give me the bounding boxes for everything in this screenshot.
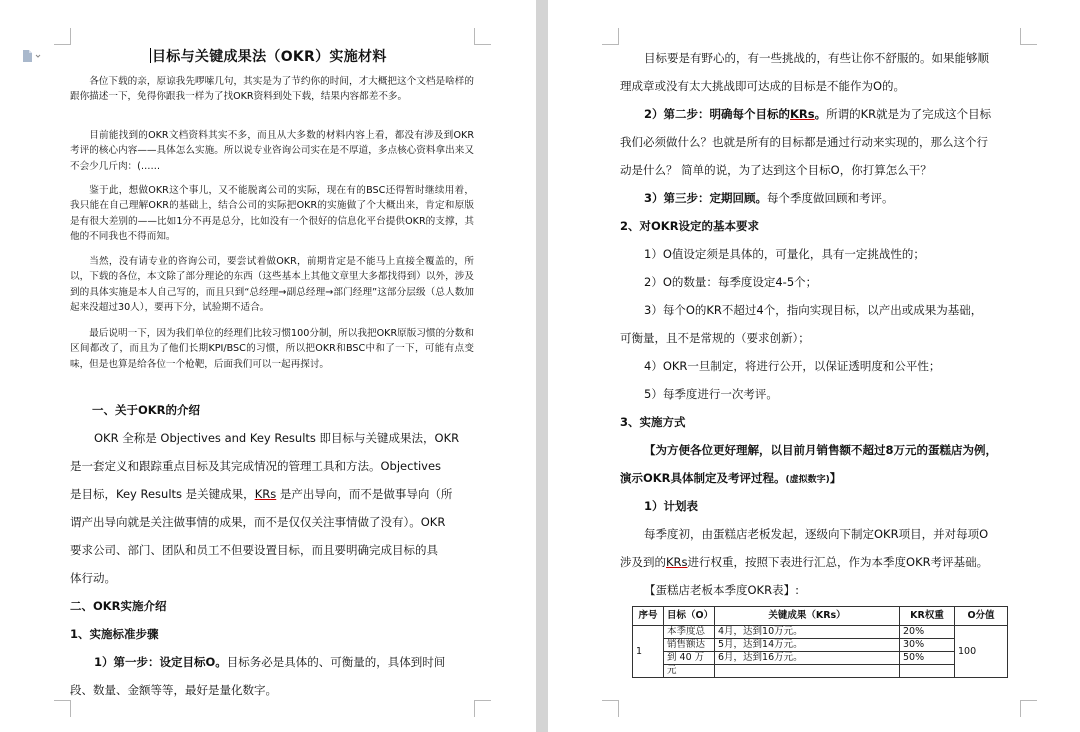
section1-line-3: 是目标，Key Results 是关键成果，KRs 是产出导向，而不是做事导向（所 <box>70 487 453 501</box>
table-cell-weight-3: 50% <box>900 652 955 665</box>
section1-line-1: OKR 全称是 Objectives and Key Results 即目标与关键成果法，OKR <box>94 431 460 445</box>
example-note-line-1: 【为方便各位更好理解，以目前月销售额不超过8万元的蛋糕店为例， <box>644 443 997 457</box>
section1-line-5: 要求公司、部门、团队和员工不但要设置目标，而且要明确完成目标的具 <box>70 543 438 557</box>
margin-mark-top-right <box>474 28 491 45</box>
okr-table <box>632 606 1008 678</box>
table-header-krs: 关键成果（KRs） <box>715 607 900 626</box>
page-gutter <box>536 0 548 732</box>
section2-heading: 二、OKR实施介绍 <box>70 599 167 613</box>
page-title: 目标与关键成果法（OKR）实施材料 <box>152 49 387 65</box>
intro-paragraph-3: 鉴于此，想做OKR这个事儿，又不能脱离公司的实际，现在有的BSC还得暂时继续用着，我只能在自己理解OKR的基础上，结合公司的实际把OKR的实施做了个大概出来，肯定和原版是有很大差别的——比如1分不再是总分，比如没有一个很好的信息化平台提供OKR的支撑，其他的不同我也不得而知。 <box>70 185 474 242</box>
requirement-3: 3）每个O的KR不超过4个，指向实现目标，以产出或成果为基础， <box>644 303 983 317</box>
step1-line-2: 段、数量、金额等等，最好是量化数字。 <box>70 683 277 697</box>
step1-line: 1）第一步：设定目标O。目标务必是具体的、可衡量的，具体到时间 <box>94 655 446 669</box>
step2-line-1: 2）第二步：明确每个目标的KRs。所谓的KR就是为了完成这个目标 <box>644 107 992 121</box>
table-cell-kr-2: 5月，达到14万元。 <box>715 639 900 652</box>
table-caption: 【蛋糕店老板本季度OKR表】: <box>644 583 799 597</box>
table-cell-objective-2: 销售额达 <box>664 639 715 652</box>
section1-line-4: 谓产出导向就是关注做事情的成果，而不是仅仅关注事情做了没有）。OKR <box>70 515 446 529</box>
step2-line-2: 我们必须做什么？也就是所有的目标都是通过行动来实现的，那么这个行 <box>620 135 988 149</box>
margin-mark-top-right <box>1020 28 1037 45</box>
intro-paragraph-2: 目前能找到的OKR文档资料其实不多，而且从大多数的材料内容上看，都没有涉及到OKR考评的核心内容——具体怎么实施。所以说专业咨询公司实在是不厚道，多点核心资料拿出来又不会少几斤肉：(…… <box>70 130 474 172</box>
table-cell-kr-empty <box>715 665 900 678</box>
margin-mark-top-left <box>54 28 71 45</box>
sub2-heading: 2、对OKR设定的基本要求 <box>620 219 760 233</box>
table-row <box>633 626 1008 639</box>
requirement-3-cont: 可衡量，且不是常规的（要求创新）； <box>620 331 810 345</box>
table-cell-kr-1: 4月，达到10万元。 <box>715 626 900 639</box>
table-cell-objective-4: 元 <box>664 665 715 678</box>
plan-heading: 1）计划表 <box>644 499 699 513</box>
table-cell-weight-2: 30% <box>900 639 955 652</box>
table-header-index: 序号 <box>633 607 664 626</box>
intro-paragraph-5: 最后说明一下，因为我们单位的经理们比较习惯100分制，所以我把OKR原版习惯的分数和区间都改了，而且为了他们长期KPI/BSC的习惯，所以把OKR和BSC中和了一下，可能有点变味，但是也算是给各位一个枪靶，后面我们可以一起再探讨。 <box>70 328 474 370</box>
intro-paragraph-1: 各位下载的亲，原谅我先啰嗦几句，其实是为了节约你的时间，才大概把这个文档是啥样的跟你描述一下，免得你跟我一样为了找OKR资料到处下载，结果内容都差不多。 <box>70 76 474 103</box>
margin-mark-bottom-left <box>54 700 71 717</box>
margin-mark-top-left <box>602 28 619 45</box>
table-header-objective: 目标（O） <box>664 607 715 626</box>
document-page-left <box>0 0 536 732</box>
intro-paragraph-4: 当然，没有请专业的咨询公司，要尝试着做OKR，前期肯定是不能马上直接全覆盖的，所以，下载的各位，本文除了部分理论的东西（这些基本上其他文章里大多都找得到）以外，涉及到的具体实施是本人自己写的，而且只到“总经理→副总经理→部门经理”这部分层级（总人数加起来没超过30人），要再下分，试验期不适合。 <box>70 256 474 313</box>
plan-line-1: 每季度初，由蛋糕店老板发起，逐级向下制定OKR项目，并对每项O <box>644 527 989 541</box>
table-row <box>633 665 1008 678</box>
table-cell-objective-3: 到 40 万 <box>664 652 715 665</box>
section1-line-6: 体行动。 <box>70 571 116 585</box>
sub3-heading: 3、实施方式 <box>620 415 686 429</box>
requirement-1: 1）O值设定须是具体的，可量化，具有一定挑战性的； <box>644 247 925 261</box>
text-cursor <box>150 48 151 63</box>
sub1-heading: 1、实施标准步骤 <box>70 627 159 641</box>
example-note-line-2: 演示OKR具体制定及考评过程。(虚拟数字)】 <box>620 471 842 485</box>
table-header-o-score: O分值 <box>955 607 1008 626</box>
plan-line-2: 涉及到的KRs进行权重，按照下表进行汇总，作为本季度OKR考评基础。 <box>620 555 989 569</box>
table-row <box>633 639 1008 652</box>
table-header-kr-weight: KR权重 <box>900 607 955 626</box>
table-cell-objective-1: 本季度总 <box>664 626 715 639</box>
table-cell-weight-empty <box>900 665 955 678</box>
cont-line-2: 理成章或没有太大挑战即可达成的目标是不能作为O的。 <box>620 79 906 93</box>
margin-mark-bottom-left <box>602 700 619 717</box>
requirement-2: 2）O的数量：每季度设定4-5个； <box>644 275 818 289</box>
section1-line-2: 是一套定义和跟踪重点目标及其完成情况的管理工具和方法。Objectives <box>70 459 442 473</box>
table-row <box>633 652 1008 665</box>
table-header-row <box>633 607 1008 626</box>
table-cell-index: 1 <box>633 626 664 678</box>
table-cell-weight-1: 20% <box>900 626 955 639</box>
step3-line: 3）第三步：定期回顾。每个季度做回顾和考评。 <box>644 191 894 205</box>
document-icon[interactable] <box>22 50 44 62</box>
requirement-4: 4）OKR一旦制定，将进行公开，以保证透明度和公平性； <box>644 359 941 373</box>
table-cell-kr-3: 6月，达到16万元。 <box>715 652 900 665</box>
step2-line-3: 动是什么？ 简单的说，为了达到这个目标O，你打算怎么干？ <box>620 163 932 177</box>
table-cell-score: 100 <box>955 626 1008 678</box>
section1-heading: 一、关于OKR的介绍 <box>92 403 201 417</box>
margin-mark-bottom-right <box>474 700 491 717</box>
margin-mark-bottom-right <box>1020 700 1037 717</box>
cont-line-1: 目标要是有野心的，有一些挑战的，有些让你不舒服的。如果能够顺 <box>644 51 989 65</box>
requirement-5: 5）每季度进行一次考评。 <box>644 387 778 401</box>
